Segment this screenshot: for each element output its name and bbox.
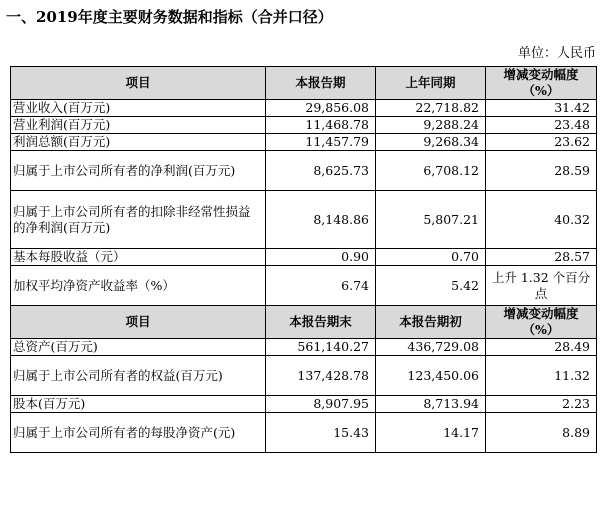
page-title: 一、2019年度主要财务数据和指标（合并口径） <box>6 8 333 26</box>
row-change-value: 11.32 <box>486 356 597 396</box>
financial-table <box>10 66 597 453</box>
table-row <box>11 191 597 249</box>
row-label: 营业利润(百万元) <box>11 117 266 134</box>
row-prior-value: 0.70 <box>376 249 486 266</box>
header-period-end: 本报告期末 <box>266 306 376 339</box>
row-current-value: 29,856.08 <box>266 100 376 117</box>
row-label: 股本(百万元) <box>11 396 266 413</box>
row-label: 归属于上市公司所有者的扣除非经常性损益的净利润(百万元) <box>11 191 266 249</box>
row-change-value: 28.59 <box>486 151 597 191</box>
row-label: 归属于上市公司所有者的净利润(百万元) <box>11 151 266 191</box>
row-change-value: 上升 1.32 个百分点 <box>486 266 597 306</box>
row-current-value: 8,625.73 <box>266 151 376 191</box>
row-current-value: 0.90 <box>266 249 376 266</box>
row-change-value: 23.48 <box>486 117 597 134</box>
header-period-start: 本报告期初 <box>376 306 486 339</box>
table-row <box>11 396 597 413</box>
row-change-value: 31.42 <box>486 100 597 117</box>
row-end-value: 137,428.78 <box>266 356 376 396</box>
row-change-value: 28.57 <box>486 249 597 266</box>
row-start-value: 8,713.94 <box>376 396 486 413</box>
table-header-row <box>11 306 597 339</box>
row-end-value: 561,140.27 <box>266 339 376 356</box>
row-prior-value: 6,708.12 <box>376 151 486 191</box>
row-current-value: 11,457.79 <box>266 134 376 151</box>
row-change-value: 23.62 <box>486 134 597 151</box>
header-item: 项目 <box>11 306 266 339</box>
row-label: 基本每股收益（元） <box>11 249 266 266</box>
header-item: 项目 <box>11 67 266 100</box>
row-label: 总资产(百万元) <box>11 339 266 356</box>
row-prior-value: 22,718.82 <box>376 100 486 117</box>
row-prior-value: 9,288.24 <box>376 117 486 134</box>
row-change-value: 28.49 <box>486 339 597 356</box>
header-prior-period: 上年同期 <box>376 67 486 100</box>
row-label: 加权平均净资产收益率（%） <box>11 266 266 306</box>
row-label: 利润总额(百万元) <box>11 134 266 151</box>
row-end-value: 15.43 <box>266 413 376 453</box>
table-row <box>11 356 597 396</box>
table-row <box>11 266 597 306</box>
row-current-value: 6.74 <box>266 266 376 306</box>
table-row <box>11 339 597 356</box>
row-current-value: 11,468.78 <box>266 117 376 134</box>
row-prior-value: 5,807.21 <box>376 191 486 249</box>
row-change-value: 8.89 <box>486 413 597 453</box>
table-row <box>11 117 597 134</box>
row-label: 营业收入(百万元) <box>11 100 266 117</box>
row-current-value: 8,148.86 <box>266 191 376 249</box>
row-prior-value: 5.42 <box>376 266 486 306</box>
table-row <box>11 249 597 266</box>
row-start-value: 14.17 <box>376 413 486 453</box>
row-label: 归属于上市公司所有者的每股净资产(元) <box>11 413 266 453</box>
row-end-value: 8,907.95 <box>266 396 376 413</box>
table-row <box>11 134 597 151</box>
table-header-row <box>11 67 597 100</box>
row-start-value: 123,450.06 <box>376 356 486 396</box>
header-change-pct: 增减变动幅度（%） <box>486 306 597 339</box>
table-row <box>11 413 597 453</box>
row-label: 归属于上市公司所有者的权益(百万元) <box>11 356 266 396</box>
table-row <box>11 100 597 117</box>
table-row <box>11 151 597 191</box>
row-change-value: 2.23 <box>486 396 597 413</box>
row-start-value: 436,729.08 <box>376 339 486 356</box>
header-current-period: 本报告期 <box>266 67 376 100</box>
row-change-value: 40.32 <box>486 191 597 249</box>
header-change-pct: 增减变动幅度（%） <box>486 67 597 100</box>
currency-unit: 单位：人民币 <box>517 46 596 61</box>
row-prior-value: 9,268.34 <box>376 134 486 151</box>
